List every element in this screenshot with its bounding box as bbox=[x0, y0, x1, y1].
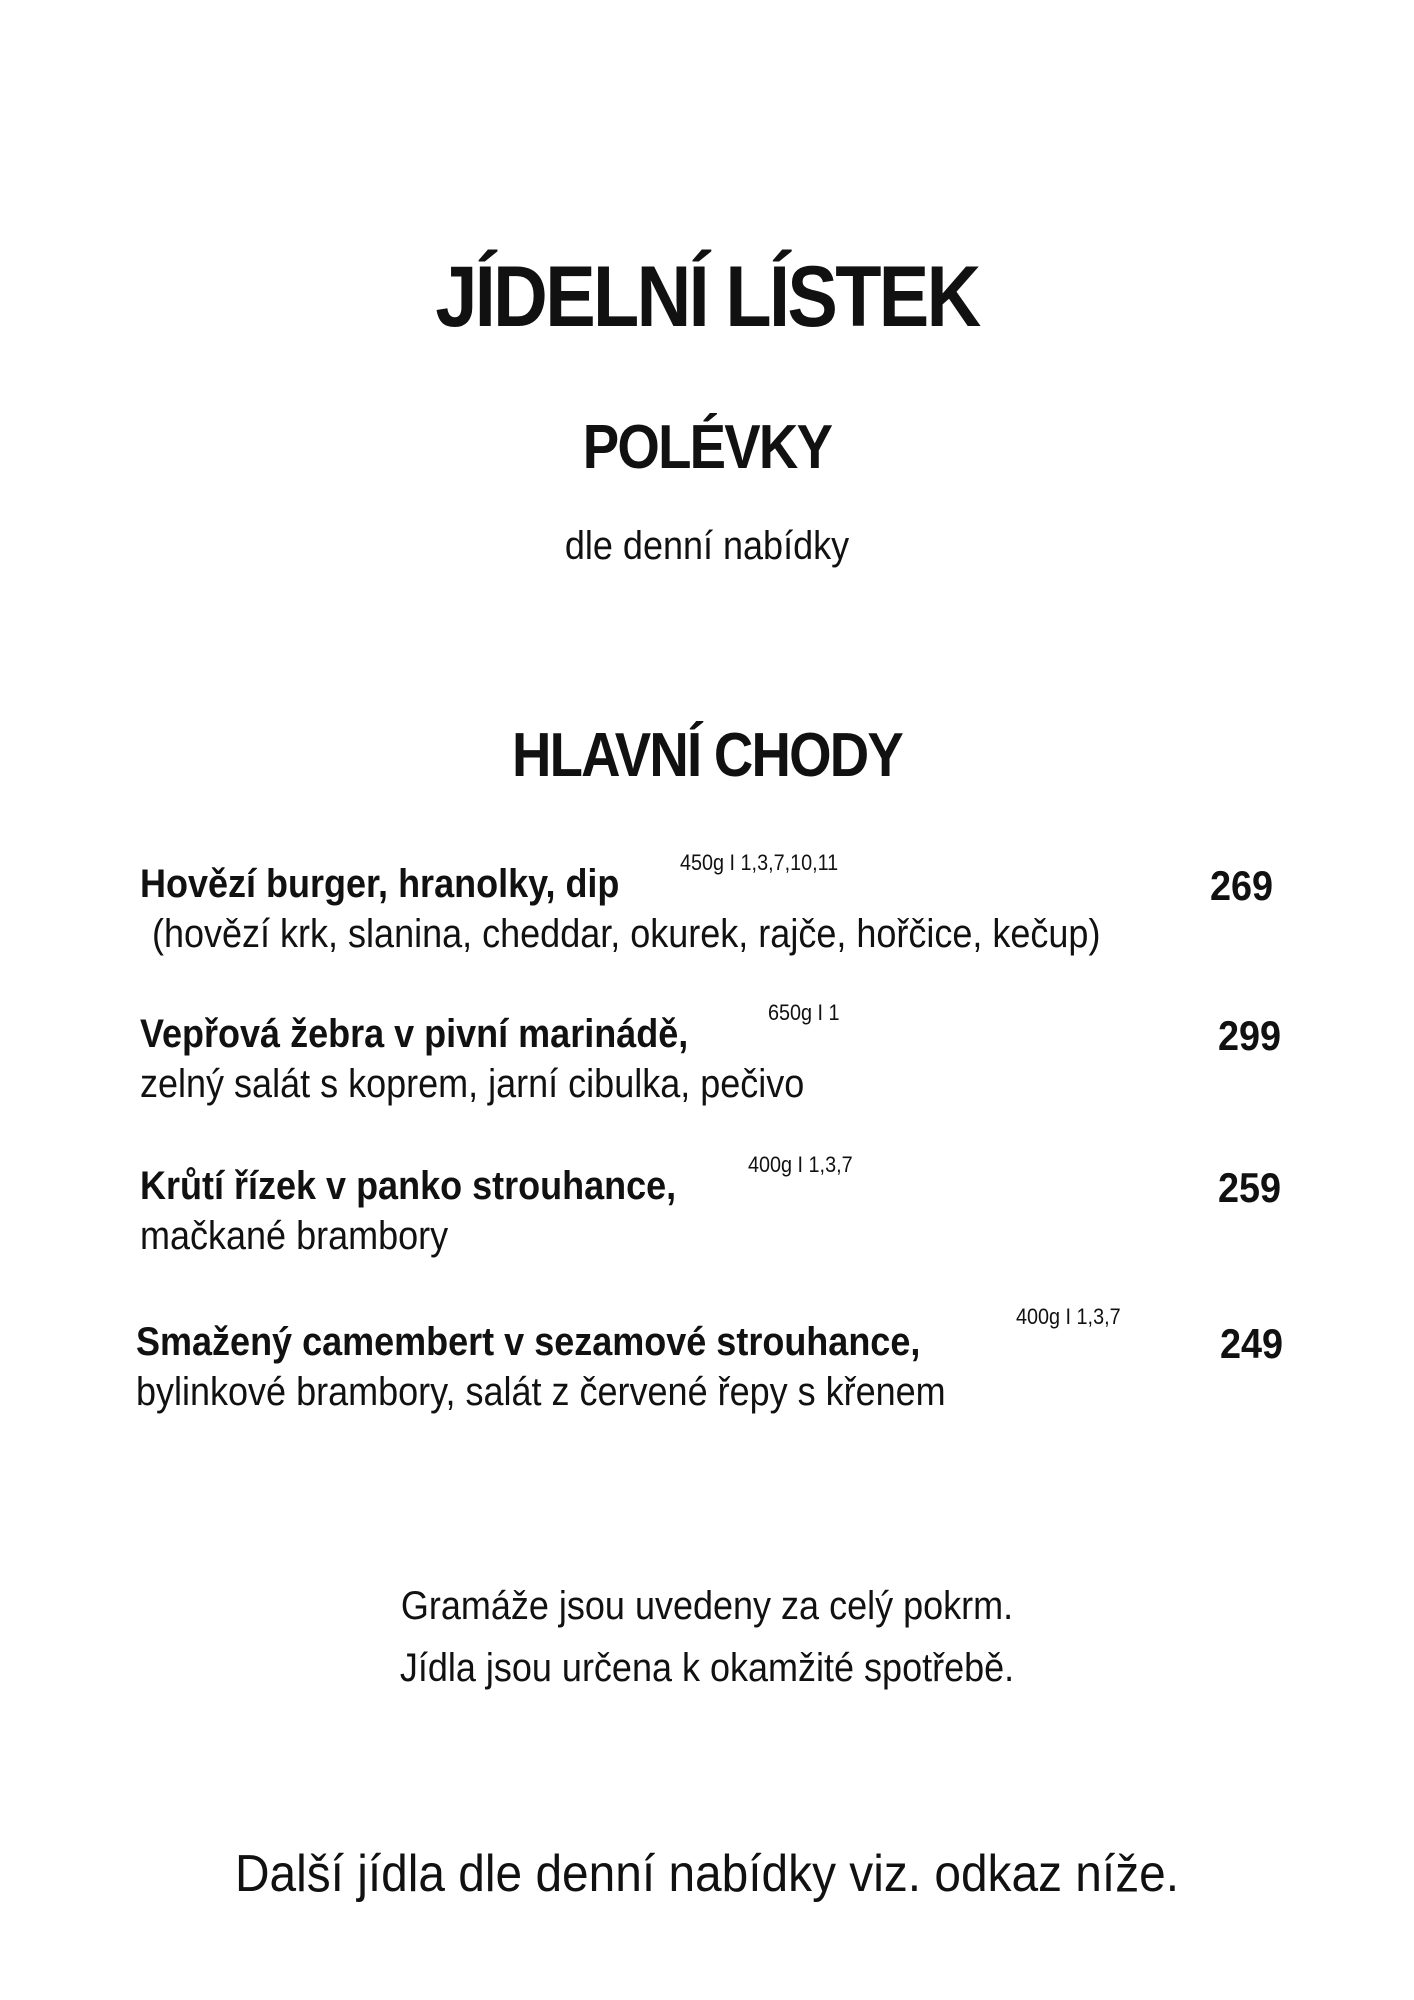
note-portion-weights: Gramáže jsou uvedeny za celý pokrm. bbox=[400, 1584, 1014, 1628]
item-name: Smažený camembert v sezamové strouhance, bbox=[136, 1320, 921, 1364]
item-name: Vepřová žebra v pivní marinádě, bbox=[140, 1012, 689, 1056]
item-name: Hovězí burger, hranolky, dip bbox=[140, 862, 620, 906]
item-description: bylinkové brambory, salát z červené řepy s křenem bbox=[136, 1370, 946, 1414]
item-weight-allergens: 450g I 1,3,7,10,11 bbox=[680, 850, 839, 875]
soups-heading: POLÉVKY bbox=[582, 413, 832, 482]
item-weight-allergens: 400g I 1,3,7 bbox=[1016, 1304, 1121, 1329]
item-description: zelný salát s koprem, jarní cibulka, pečivo bbox=[140, 1062, 805, 1106]
item-description: (hovězí krk, slanina, cheddar, okurek, rajče, hořčice, kečup) bbox=[152, 912, 1101, 956]
footer-note: Další jídla dle denní nabídky viz. odkaz níže. bbox=[234, 1845, 1180, 1903]
soups-note: dle denní nabídky bbox=[564, 524, 850, 568]
item-price: 299 bbox=[1218, 1012, 1282, 1059]
item-weight-allergens: 400g I 1,3,7 bbox=[748, 1152, 853, 1177]
menu-item bbox=[140, 1000, 1300, 1132]
menu-item bbox=[140, 850, 1300, 982]
menu-item bbox=[136, 1304, 1300, 1440]
item-name: Krůtí řízek v panko strouhance, bbox=[140, 1164, 677, 1208]
menu-title: JÍDELNÍ LÍSTEK bbox=[435, 249, 979, 345]
item-weight-allergens: 650g I 1 bbox=[768, 1000, 840, 1025]
item-price: 259 bbox=[1218, 1164, 1282, 1211]
item-price: 269 bbox=[1210, 862, 1274, 909]
menu-item bbox=[140, 1152, 1300, 1284]
mains-heading: HLAVNÍ CHODY bbox=[511, 721, 903, 790]
note-immediate-consumption: Jídla jsou určena k okamžité spotřebě. bbox=[399, 1646, 1015, 1690]
item-description: mačkané brambory bbox=[140, 1214, 449, 1258]
item-price: 249 bbox=[1220, 1320, 1284, 1367]
